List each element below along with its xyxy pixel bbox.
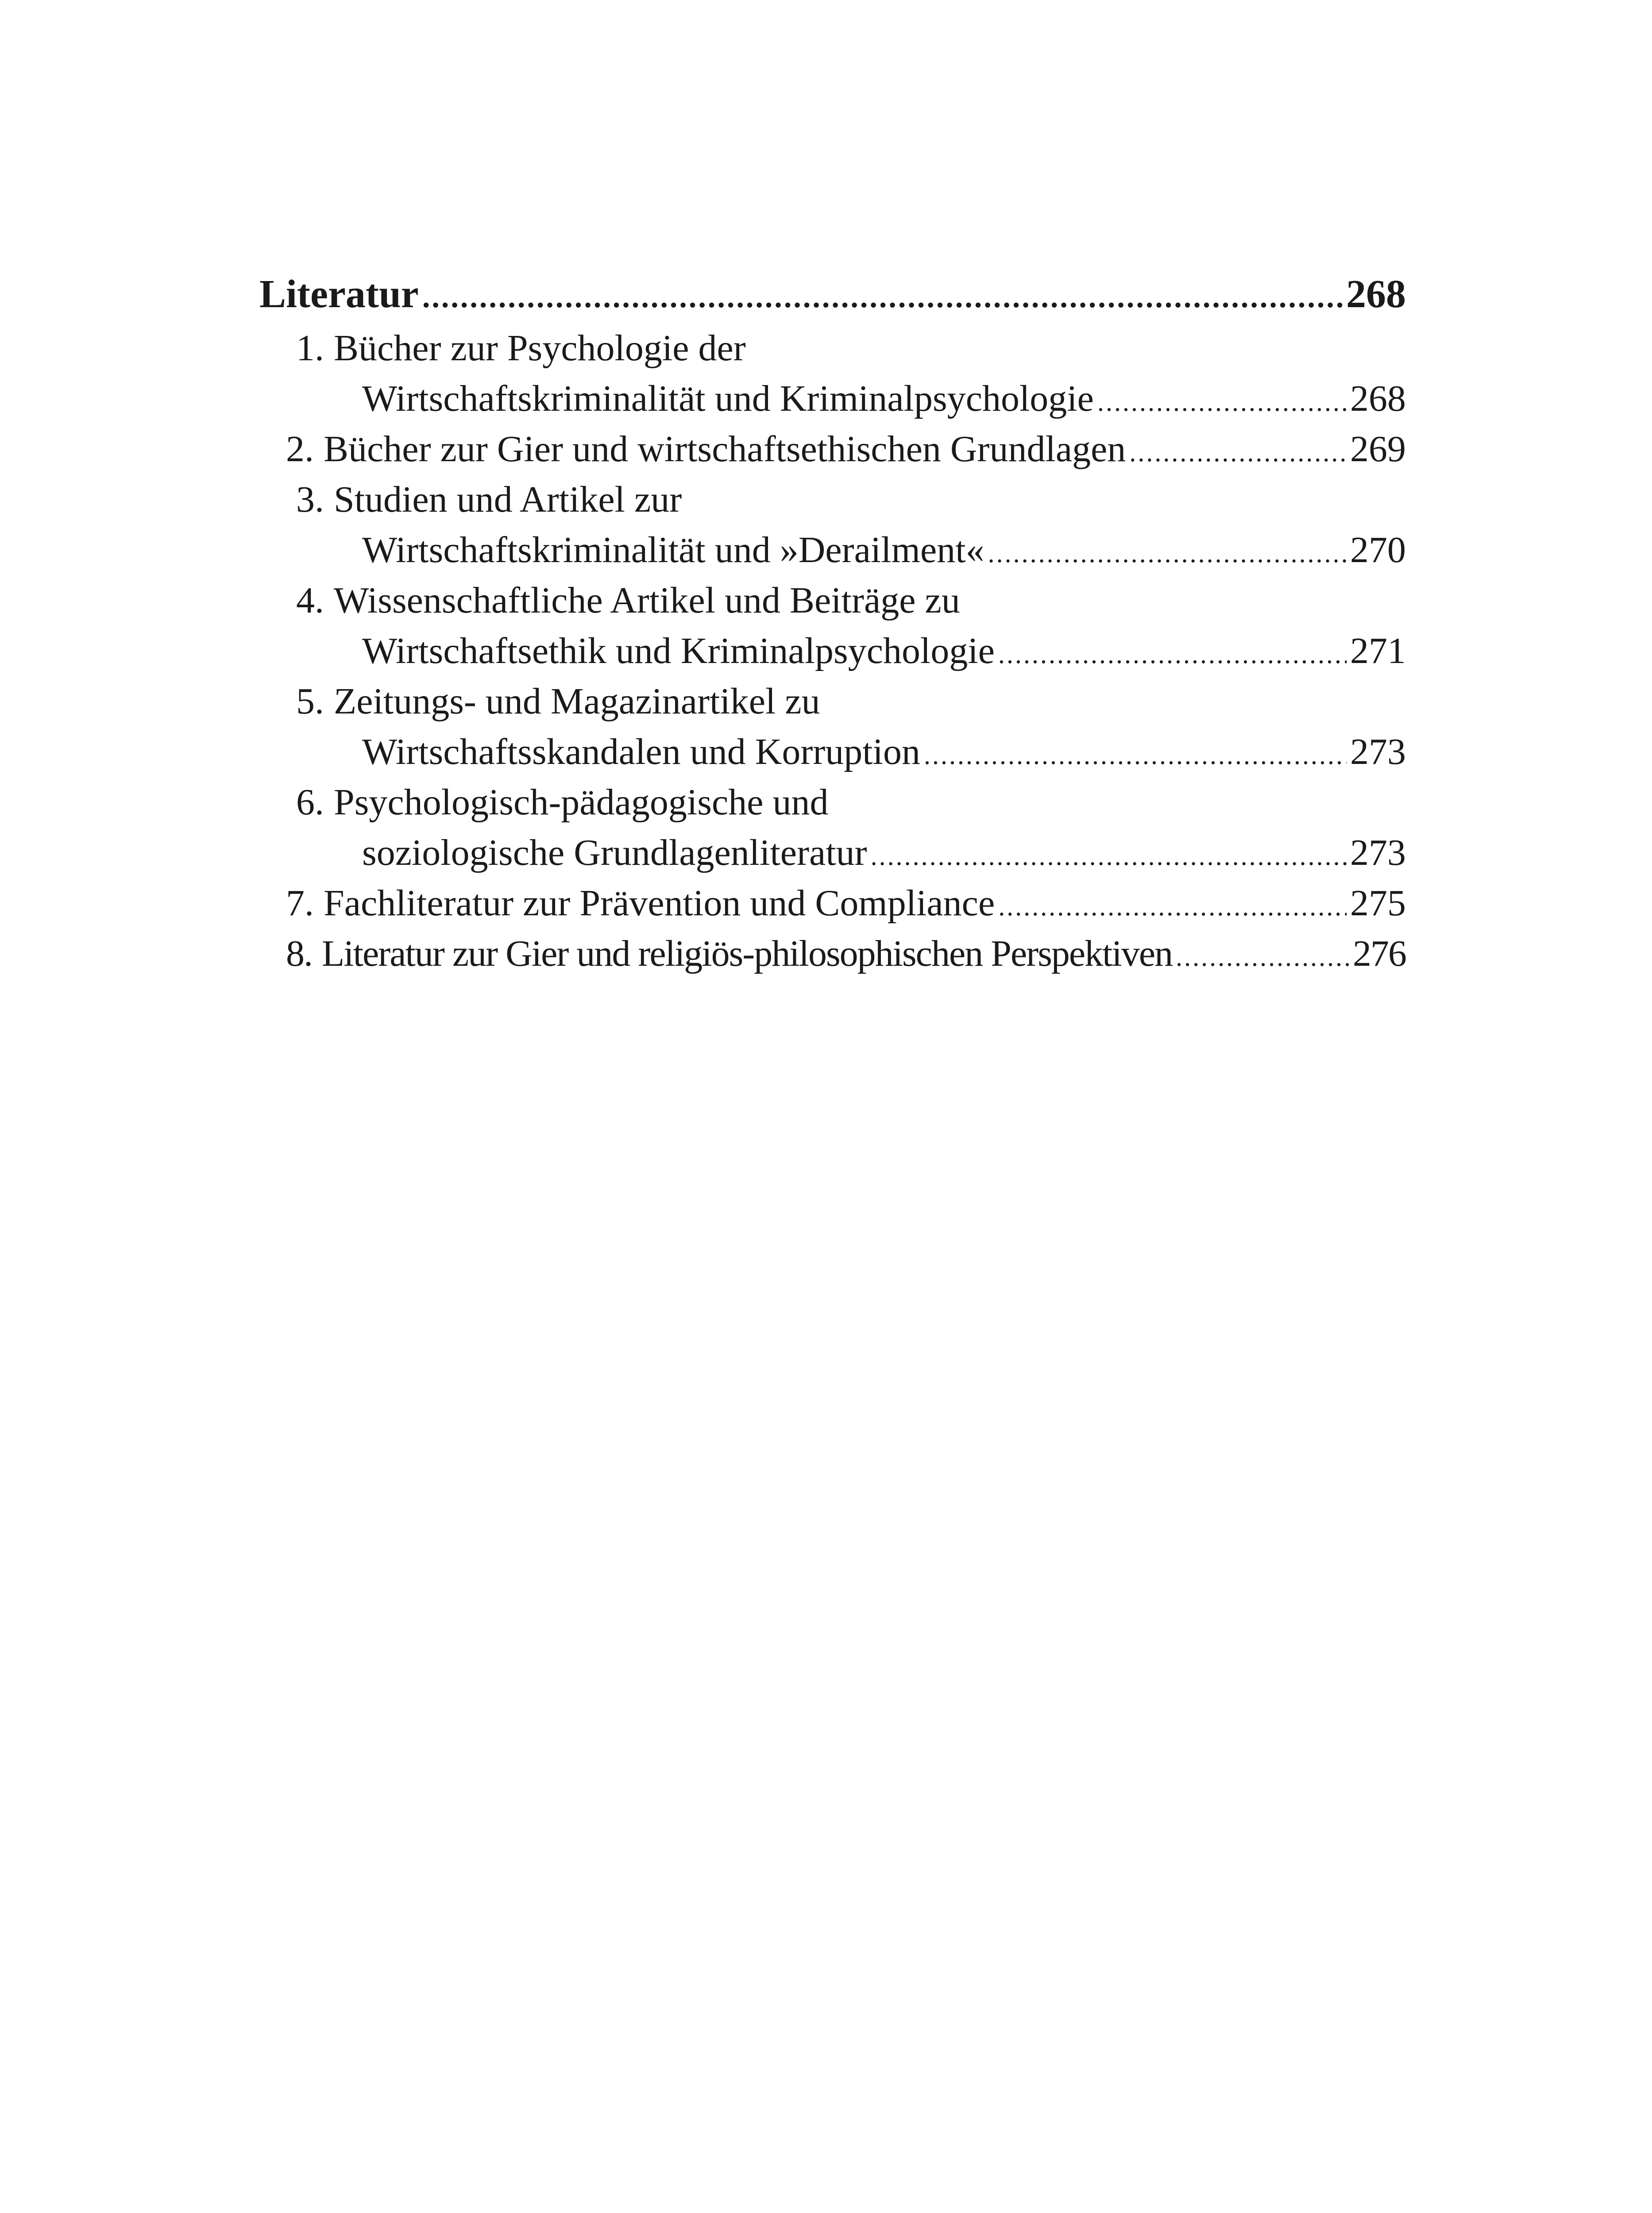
dot-leader: [1176, 932, 1349, 982]
toc-entry-number: 1.: [296, 328, 324, 369]
toc-entry-page: 269: [1350, 428, 1406, 470]
toc-entry-3-line1: [259, 474, 1406, 525]
dot-leader: [998, 881, 1347, 932]
toc-entry-title: Bücher zur Gier und wirtschaftsethischen Grundlagen: [324, 428, 1126, 470]
toc-heading: [259, 266, 1406, 323]
toc-entry-title-cont: Wirtschaftsskandalen und Korruption: [362, 731, 920, 772]
toc-entry-title: Literatur zur Gier und religiös-philosophischen Perspektiven: [322, 933, 1173, 974]
toc-entry-page: 273: [1350, 832, 1406, 873]
toc-entry-page: 275: [1350, 883, 1406, 924]
toc-entry-page: 268: [1350, 378, 1406, 419]
dot-leader: [998, 629, 1347, 679]
toc-entry-page: 270: [1350, 529, 1406, 571]
toc-entry-8: [259, 929, 1406, 979]
toc-entry-title: Zeitungs- und Magazinartikel zu: [334, 681, 820, 722]
toc-entry-number: 2.: [286, 428, 314, 470]
toc-entry-title-cont: Wirtschaftsethik und Kriminalpsychologie: [362, 630, 995, 671]
toc-entry-3-line2: [259, 525, 1406, 575]
toc-entry-6-line2: [259, 828, 1406, 878]
toc-entry-5-line2: [259, 727, 1406, 777]
toc-entry-number: 7.: [286, 883, 314, 924]
toc-entry-number: 8.: [286, 933, 312, 974]
toc-entry-number: 5.: [296, 681, 324, 722]
toc-heading-label: Literatur: [259, 272, 419, 316]
dot-leader: [988, 528, 1347, 578]
toc-entry-page: 276: [1353, 933, 1406, 974]
toc-entry-title: Studien und Artikel zur: [334, 479, 682, 520]
toc-entry-title: Fachliteratur zur Prävention und Compliance: [324, 883, 995, 924]
toc-entry-page: 273: [1350, 731, 1406, 772]
dot-leader: [422, 269, 1343, 326]
toc-entry-title: Bücher zur Psychologie der: [334, 328, 746, 369]
table-of-contents: [259, 266, 1406, 979]
toc-entry-4-line1: [259, 575, 1406, 626]
dot-leader: [871, 831, 1347, 881]
toc-entry-title-cont: Wirtschaftskriminalität und »Derailment«: [362, 529, 984, 571]
toc-entry-7: [259, 878, 1406, 929]
toc-entry-2: [259, 424, 1406, 474]
toc-entry-6-line1: [259, 777, 1406, 828]
toc-entry-5-line1: [259, 676, 1406, 727]
dot-leader: [1097, 377, 1347, 427]
toc-entry-title-cont: soziologische Grundlagenliteratur: [362, 832, 867, 873]
toc-entry-1-line2: [259, 374, 1406, 424]
toc-entry-4-line2: [259, 626, 1406, 676]
toc-entry-number: 4.: [296, 580, 324, 621]
toc-entry-number: 6.: [296, 782, 324, 823]
toc-entry-number: 3.: [296, 479, 324, 520]
toc-heading-page: 268: [1346, 272, 1406, 316]
toc-entry-title: Psychologisch-pädagogische und: [334, 782, 829, 823]
toc-entry-title: Wissenschaftliche Artikel und Beiträge zu: [334, 580, 960, 621]
dot-leader: [924, 730, 1347, 780]
toc-entry-title-cont: Wirtschaftskriminalität und Kriminalpsychologie: [362, 378, 1094, 419]
dot-leader: [1129, 427, 1347, 478]
toc-entry-1-line1: [259, 323, 1406, 374]
toc-entry-page: 271: [1350, 630, 1406, 671]
